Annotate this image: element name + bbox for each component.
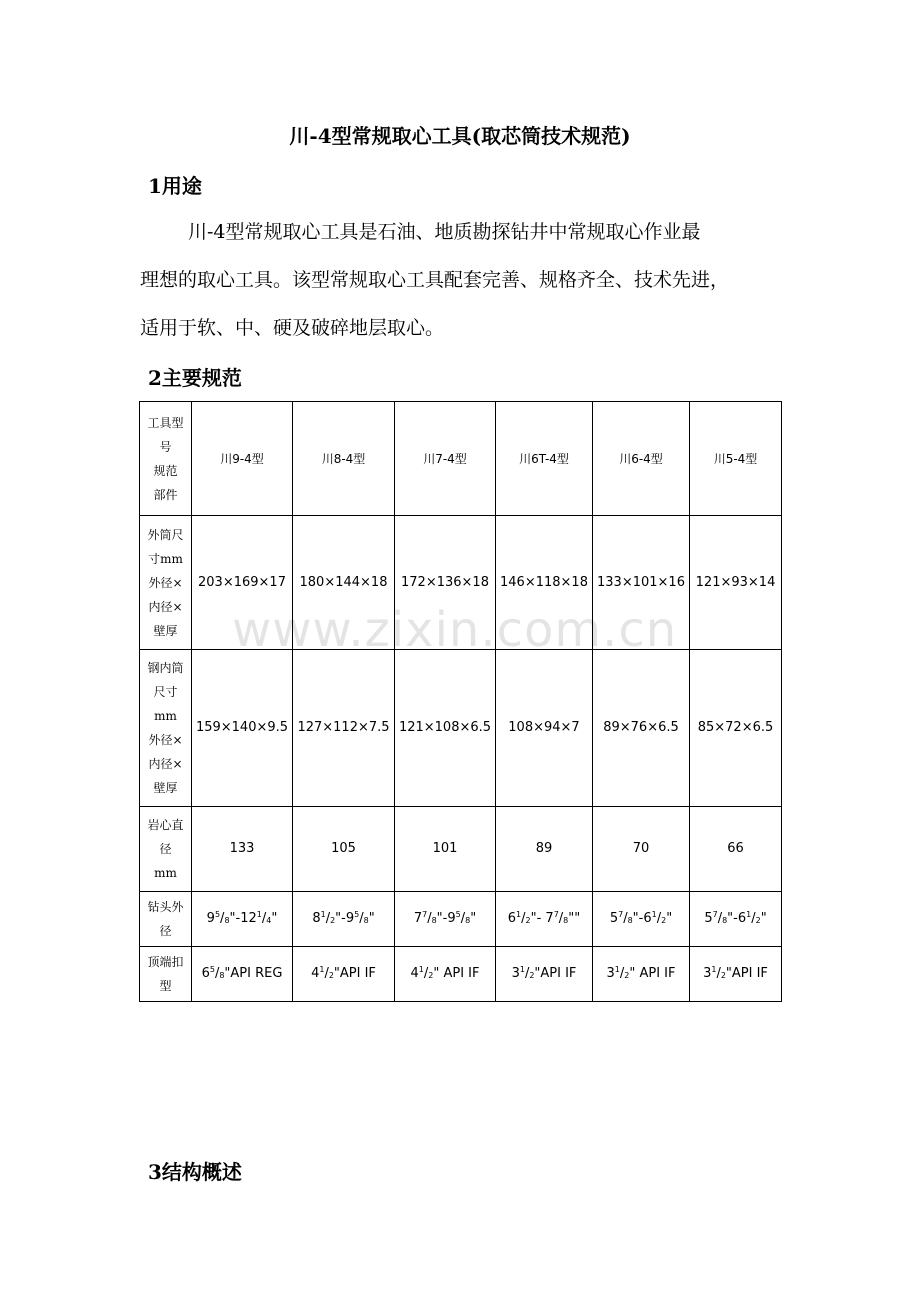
label-line: 内径×: [148, 599, 183, 614]
thread-type-cell: $4^1/_2"API$ IF: [293, 947, 395, 1002]
label-line: 径: [159, 924, 172, 938]
fraction-denominator: 2: [428, 971, 434, 980]
inch-mark: ": [271, 911, 278, 926]
row-label-cell: [140, 892, 192, 947]
page-title: 川-4型常规取心工具(取芯筒技术规范): [289, 124, 631, 148]
table-cell: 89: [496, 807, 593, 892]
thread-type-cell: $3^1/_2$" API IF: [593, 947, 690, 1002]
fraction-denominator: 2: [755, 916, 761, 925]
label-line: 规范: [153, 463, 178, 478]
fraction-denominator: 8: [431, 916, 437, 925]
thread-type-cell: $6^5/_8"API$ REG: [192, 947, 293, 1002]
thread-suffix: "API IF: [534, 966, 577, 981]
label-line: 部件: [153, 487, 178, 502]
label-line: 径: [159, 842, 172, 856]
bit-od-cell: $5^7/_8"-6^1/_2$": [593, 892, 690, 947]
table-cell: 108×94×7: [496, 650, 593, 807]
fraction-denominator: 2: [661, 916, 667, 925]
section-heading-structure: 3结构概述: [148, 1160, 242, 1184]
whole-number: 4: [410, 966, 419, 981]
watermark: www.zixin.com.cn: [232, 602, 678, 658]
label-line: 壁厚: [153, 623, 178, 638]
fraction-numerator: 1: [519, 965, 525, 974]
table-cell: 133: [192, 807, 293, 892]
label-line: 外径×: [148, 575, 183, 590]
fraction-denominator: 8: [627, 916, 633, 925]
whole-number: 6: [201, 966, 210, 981]
fraction-numerator: 1: [651, 910, 657, 919]
fraction-numerator: 1: [746, 910, 752, 919]
row-label-cell: [140, 947, 192, 1002]
fraction-denominator: 2: [624, 971, 630, 980]
usage-paragraph-line-1: 川-4型常规取心工具是石油、地质勘探钻井中常规取心作业最: [188, 221, 701, 243]
model-header-cell: 川7-4型: [395, 402, 496, 516]
fraction-denominator: 2: [330, 916, 336, 925]
bit-od-cell: $7^7/_8"-9^5/_8$": [395, 892, 496, 947]
whole-number: 6: [507, 911, 517, 926]
fraction-numerator: 7: [553, 910, 559, 919]
bit-od-cell: $9^5/_8"-12^1/_4$": [192, 892, 293, 947]
label-line: 型: [159, 979, 172, 993]
section-heading-usage: 1用途: [148, 174, 202, 198]
fraction-denominator: 2: [328, 971, 334, 980]
table-header-row: [140, 402, 782, 516]
table-row: [140, 516, 782, 650]
label-line: 钻头外: [147, 900, 184, 914]
thread-suffix: "API IF: [333, 966, 376, 981]
fraction-denominator: 8: [563, 916, 569, 925]
row-label-cell: [140, 516, 192, 650]
inch-mark: ": [368, 911, 375, 926]
fraction-denominator: 8: [363, 916, 369, 925]
fraction-denominator: 2: [525, 916, 531, 925]
model-header-cell: 川9-4型: [192, 402, 293, 516]
whole-number: 9: [206, 911, 215, 926]
table-cell: 159×140×9.5: [192, 650, 293, 807]
label-line: 岩心直: [147, 818, 184, 832]
fraction-numerator: 1: [418, 965, 424, 974]
row-label-cell: [140, 807, 192, 892]
whole-number: 8: [312, 911, 321, 926]
table-cell: 66: [690, 807, 782, 892]
table-row: [140, 892, 782, 947]
fraction-numerator: 1: [711, 965, 717, 974]
range-separator: "-12: [229, 911, 257, 926]
whole-number: 5: [609, 911, 619, 926]
bit-od-cell: $5^7/_8"-6^1/_2$": [690, 892, 782, 947]
fraction-numerator: 1: [319, 965, 325, 974]
header-label-cell: [140, 402, 192, 516]
fraction-denominator: 8: [465, 916, 471, 925]
range-separator: "-9: [335, 911, 355, 926]
whole-number: 7: [413, 911, 423, 926]
fraction-numerator: 1: [320, 910, 326, 919]
label-line: 号: [159, 439, 172, 454]
whole-number: 3: [703, 966, 712, 981]
thread-suffix: " API IF: [433, 966, 480, 981]
table-cell: 70: [593, 807, 690, 892]
label-line: 内径×: [148, 757, 183, 771]
table-cell: 105: [293, 807, 395, 892]
table-cell: 85×72×6.5: [690, 650, 782, 807]
label-line: 壁厚: [153, 781, 178, 795]
table-cell: 146×118×18: [496, 516, 593, 650]
model-header-cell: 川8-4型: [293, 402, 395, 516]
table-row: [140, 807, 782, 892]
fraction-denominator: 8: [219, 971, 225, 980]
label-line: mm: [154, 866, 177, 880]
fraction-denominator: 4: [266, 916, 272, 925]
fraction-numerator: 1: [256, 910, 262, 919]
fraction-numerator: 5: [455, 910, 461, 919]
inch-mark: ": [666, 911, 673, 926]
thread-suffix: "API REG: [224, 966, 283, 981]
model-header-cell: 川6-4型: [593, 402, 690, 516]
label-line: 外径×: [148, 733, 183, 747]
fraction-numerator: 7: [422, 910, 428, 919]
fraction-denominator: 2: [720, 971, 726, 980]
inch-mark: ": [470, 911, 477, 926]
whole-number: 5: [704, 911, 713, 926]
range-separator: "-9: [436, 911, 456, 926]
table-cell: 127×112×7.5: [293, 650, 395, 807]
table-cell: 101: [395, 807, 496, 892]
thread-suffix: " API IF: [629, 966, 676, 981]
model-header-cell: 川6T-4型: [496, 402, 593, 516]
range-separator: "-6: [632, 911, 652, 926]
table-cell: 121×93×14: [690, 516, 782, 650]
fraction-numerator: 1: [614, 965, 620, 974]
table-cell: 180×144×18: [293, 516, 395, 650]
fraction-denominator: 8: [722, 916, 728, 925]
fraction-numerator: 5: [214, 910, 221, 919]
usage-paragraph-line-3: 适用于软、中、硬及破碎地层取心。: [140, 317, 445, 339]
spec-table: [139, 401, 782, 1002]
label-line: 寸mm: [148, 551, 183, 566]
model-header-cell: 川5-4型: [690, 402, 782, 516]
whole-number: 3: [606, 966, 615, 981]
table-cell: 121×108×6.5: [395, 650, 496, 807]
bit-od-cell: $8^1/_2"-9^5/_8$": [293, 892, 395, 947]
label-line: 尺寸: [153, 685, 178, 699]
inch-mark: ": [760, 911, 767, 926]
fraction-numerator: 5: [209, 965, 215, 974]
fraction-numerator: 5: [354, 910, 360, 919]
usage-paragraph-line-2: 理想的取心工具。该型常规取心工具配套完善、规格齐全、技术先进，: [140, 269, 730, 291]
table-cell: 133×101×16: [593, 516, 690, 650]
bit-od-cell: $6^1/_2"-$ $7^7/_8$"": [496, 892, 593, 947]
section-heading-specs: 2主要规范: [148, 366, 242, 390]
label-line: 钢内筒: [147, 661, 184, 675]
whole-number: 3: [511, 966, 520, 981]
label-line: 工具型: [147, 415, 184, 430]
range-separator: "-6: [727, 911, 747, 926]
fraction-numerator: 7: [712, 910, 718, 919]
range-separator: "- 7: [530, 911, 554, 926]
thread-suffix: "API IF: [725, 966, 768, 981]
label-line: mm: [154, 709, 177, 723]
table-row: [140, 650, 782, 807]
label-line: 外筒尺: [147, 527, 184, 542]
inch-mark: "": [568, 911, 581, 926]
thread-type-cell: $3^1/_2"API$ IF: [690, 947, 782, 1002]
table-cell: 203×169×17: [192, 516, 293, 650]
table-row: [140, 947, 782, 1002]
thread-type-cell: $4^1/_2$" API IF: [395, 947, 496, 1002]
fraction-denominator: 2: [529, 971, 535, 980]
row-label-cell: [140, 650, 192, 807]
thread-type-cell: $3^1/_2"API$ IF: [496, 947, 593, 1002]
fraction-denominator: 8: [224, 916, 230, 925]
label-line: 顶端扣: [147, 955, 184, 969]
table-cell: 89×76×6.5: [593, 650, 690, 807]
fraction-numerator: 1: [516, 910, 522, 919]
fraction-numerator: 7: [618, 910, 624, 919]
table-cell: 172×136×18: [395, 516, 496, 650]
whole-number: 4: [311, 966, 320, 981]
